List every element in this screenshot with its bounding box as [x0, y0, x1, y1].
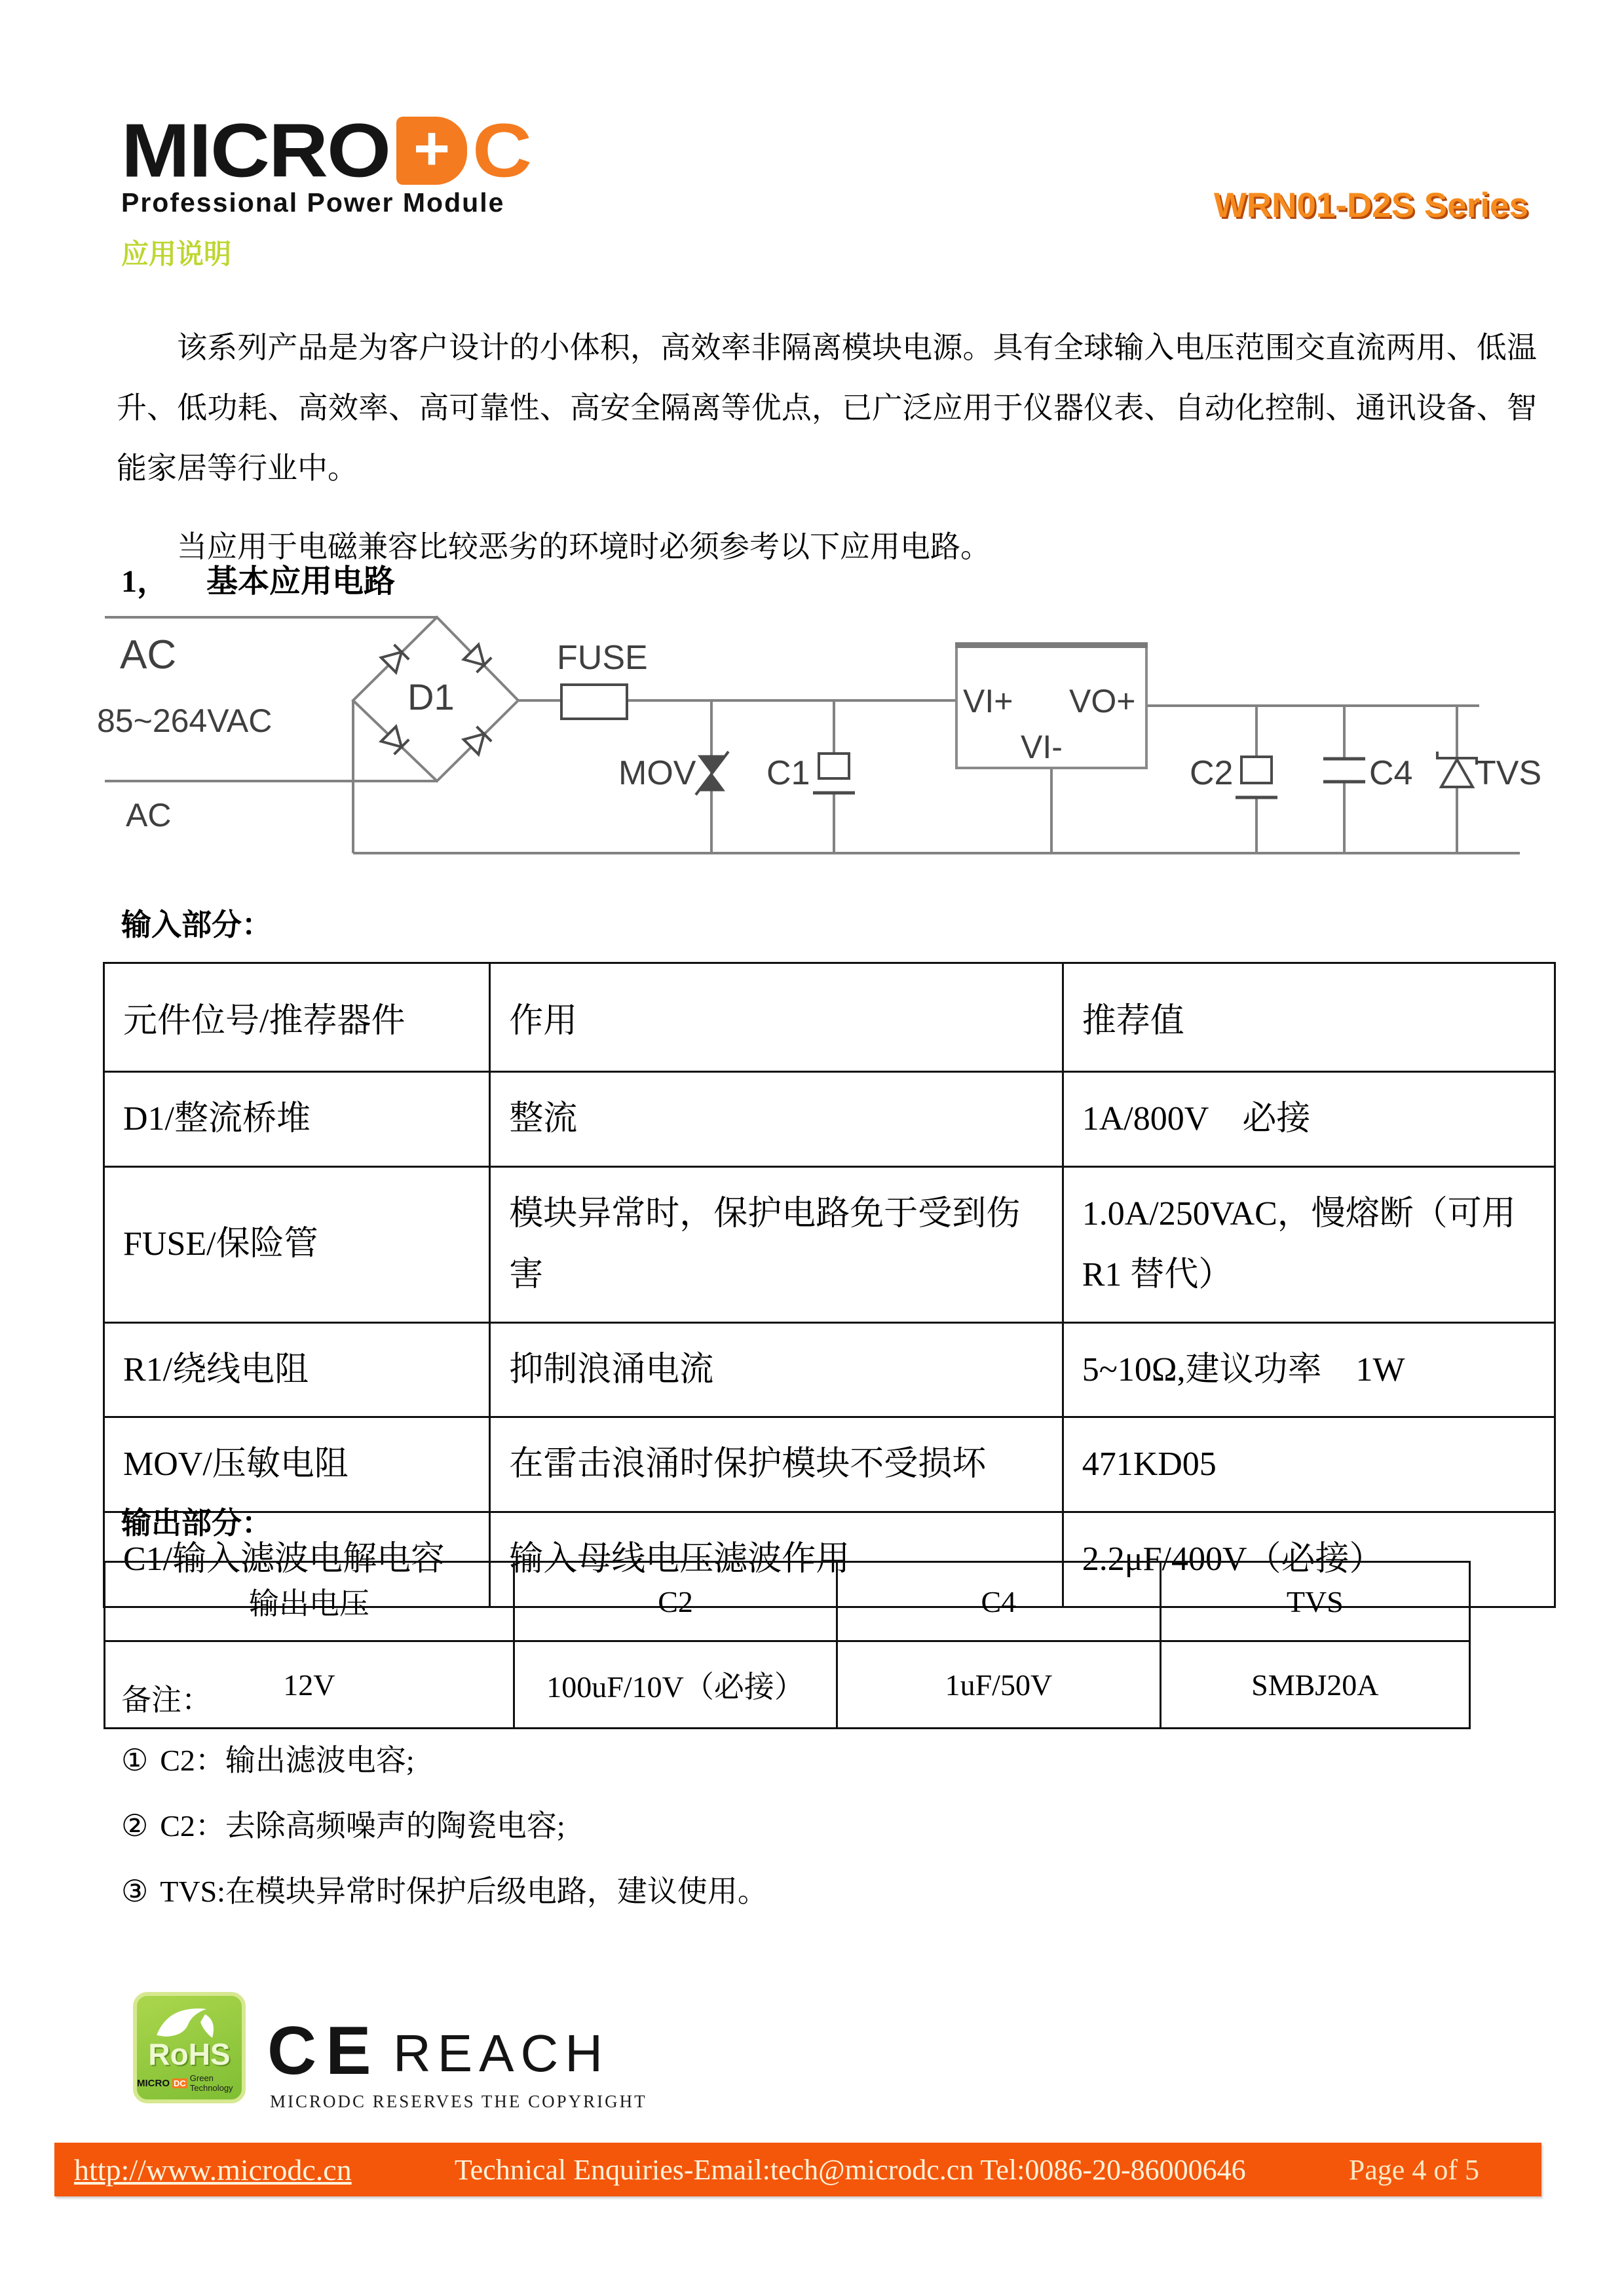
col-header: 推荐值 [1063, 963, 1555, 1072]
notes-heading: 备注： [121, 1683, 212, 1717]
cell-value: 1.0A/250VAC，慢熔断（可用R1 替代） [1063, 1166, 1555, 1322]
note-text: C2：去除高频噪声的陶瓷电容; [160, 1809, 565, 1843]
rohs-subtext [137, 2073, 242, 2093]
logo-d-icon [396, 113, 467, 185]
logo-tagline: Professional Power Module [121, 187, 505, 218]
page-number: Page 4 of 5 [1348, 2153, 1479, 2186]
copyright-line: MICRODC RESERVES THE COPYRIGHT [270, 2092, 647, 2111]
company-logo [121, 107, 711, 218]
rohs-sub-micro: MICRO [137, 2077, 170, 2089]
intro-paragraph-2: 当应用于电磁兼容比较恶劣的环境时必须参考以下应用电路。 [177, 530, 991, 564]
logo-wordmark [121, 107, 711, 193]
label-d1: D1 [407, 676, 455, 718]
label-c1: C1 [766, 754, 810, 792]
note-text: C2：输出滤波电容; [160, 1744, 415, 1777]
label-mov: MOV [618, 754, 696, 792]
fuse-icon [561, 685, 627, 719]
cell-component: FUSE/保险管 [104, 1166, 490, 1322]
label-fuse: FUSE [557, 639, 648, 677]
leaf-icon [149, 2001, 227, 2044]
cell-component: C1/输入滤波电解电容 [104, 1512, 490, 1607]
logo-text-c: C [472, 107, 532, 193]
section1-number: 1， [121, 564, 169, 599]
intro-paragraph-1: 该系列产品是为客户设计的小体积，高效率非隔离模块电源。具有全球输入电压范围交直流两用、低温升、低功耗、高效率、高可靠性、高安全隔离等优点，已广泛应用于仪器仪表、自动化控制、通讯设备、智能家居等行业中。 [117, 331, 1537, 485]
cell-value: 471KD05 [1063, 1417, 1555, 1512]
label-c4: C4 [1369, 754, 1413, 792]
logo-text-micro: MICRO [121, 107, 390, 193]
notes-list [121, 1736, 768, 1911]
label-vo-plus: VO+ [1069, 683, 1136, 719]
note-number: ① [121, 1744, 149, 1777]
col-header: C2 [514, 1562, 837, 1641]
cell-voltage: 12V [105, 1641, 514, 1729]
label-vi-minus: VI- [1021, 729, 1063, 765]
footer-bar [54, 2143, 1541, 2196]
label-vi-plus: VI+ [963, 683, 1013, 719]
output-section-heading: 输出部分： [121, 1506, 272, 1540]
table-row [104, 1322, 1555, 1417]
footer-url-link[interactable]: http://www.microdc.cn [74, 2152, 352, 2187]
intro-paragraphs [117, 318, 1537, 577]
rohs-badge [133, 1992, 246, 2103]
input-section-heading: 输入部分： [121, 908, 272, 942]
note-text: TVS:在模块异常时保护后级电路，建议使用。 [160, 1875, 768, 1908]
series-title: WRN01-D2S Series [1213, 186, 1528, 225]
rohs-sub-dc: DC [174, 2078, 186, 2088]
cell-function: 输入母线电压滤波作用 [490, 1512, 1063, 1607]
cell-c4: 1uF/50V [837, 1641, 1160, 1729]
section1-heading [121, 556, 395, 601]
label-input-range: 85~264VAC [97, 702, 273, 739]
rohs-sub-green: Green Technology [189, 2073, 233, 2093]
section1-title: 基本应用电路 [206, 564, 396, 599]
application-notes-label: 应用说明 [121, 240, 232, 270]
reach-mark: REACH [393, 2024, 610, 2082]
c1-capacitor-icon [813, 754, 855, 793]
cell-c2: 100uF/10V（必接） [514, 1641, 837, 1729]
col-header: TVS [1160, 1562, 1469, 1641]
cell-function: 模块异常时，保护电路免于受到伤害 [490, 1166, 1063, 1322]
note-number: ③ [121, 1875, 149, 1908]
table-row [104, 1072, 1555, 1167]
list-item [121, 1736, 768, 1780]
label-ac-bottom: AC [126, 797, 172, 833]
col-header: C4 [837, 1562, 1160, 1641]
note-number: ② [121, 1809, 149, 1843]
label-tvs: TVS [1475, 754, 1542, 792]
circuit-diagram [92, 606, 1546, 868]
cell-value: 1A/800V 必接 [1063, 1072, 1555, 1167]
list-item [121, 1802, 768, 1845]
plus-icon: + [413, 113, 450, 183]
col-header: 输出电压 [105, 1562, 514, 1641]
footer-contact: Technical Enquiries-Email:tech@microdc.cn Tel:0086-20-86000646 [454, 2153, 1246, 2186]
tvs-diode-icon [1437, 752, 1477, 787]
circuit-wires [105, 617, 1520, 853]
label-ac-top: AC [120, 632, 177, 678]
list-item [121, 1867, 768, 1911]
col-header: 元件位号/推荐器件 [104, 963, 490, 1072]
c2-capacitor-icon [1236, 757, 1277, 797]
c4-capacitor-icon [1323, 759, 1365, 782]
cell-value: 2.2μF/400V（必接） [1063, 1512, 1555, 1607]
cell-component: D1/整流桥堆 [104, 1072, 490, 1167]
cell-component: R1/绕线电阻 [104, 1322, 490, 1417]
cell-component: MOV/压敏电阻 [104, 1417, 490, 1512]
table-header-row [104, 963, 1555, 1072]
table-row [104, 1417, 1555, 1512]
cell-value: 5~10Ω,建议功率 1W [1063, 1322, 1555, 1417]
ce-mark: CE [267, 2013, 381, 2089]
col-header: 作用 [490, 963, 1063, 1072]
input-components-table [103, 962, 1556, 1608]
cell-function: 在雷击浪涌时保护模块不受损坏 [490, 1417, 1063, 1512]
table-header-row [105, 1562, 1470, 1641]
label-c2: C2 [1190, 754, 1234, 792]
notes-block [121, 1676, 768, 1933]
rohs-label: RoHS [148, 2037, 231, 2071]
table-row [104, 1166, 1555, 1322]
cell-tvs: SMBJ20A [1160, 1641, 1469, 1729]
cell-function: 抑制浪涌电流 [490, 1322, 1063, 1417]
cell-function: 整流 [490, 1072, 1063, 1167]
mov-varistor-icon [696, 752, 728, 795]
